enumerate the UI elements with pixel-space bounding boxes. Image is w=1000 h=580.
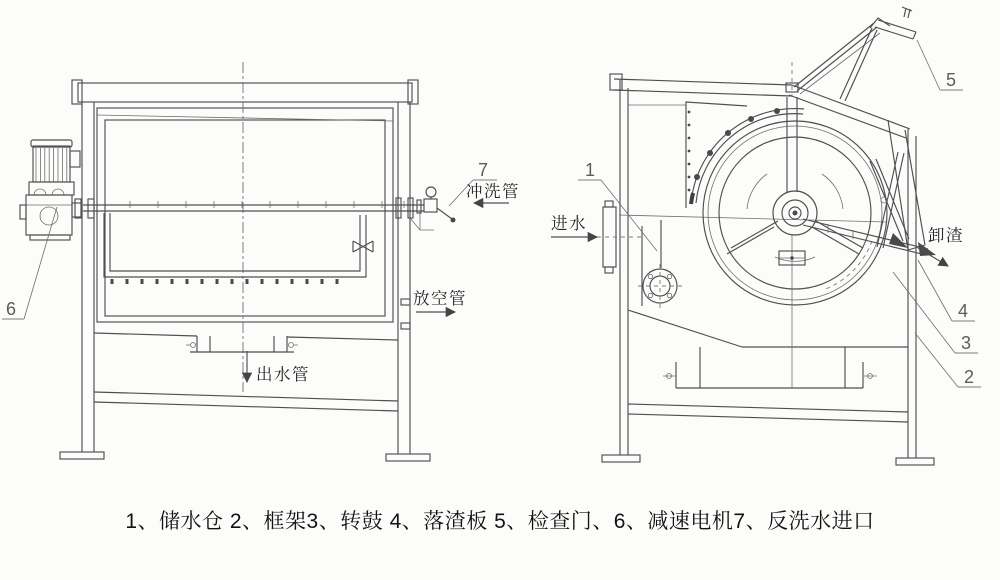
bottom-outlet bbox=[663, 347, 877, 388]
spray-pipe bbox=[75, 198, 434, 230]
number-3-leader bbox=[893, 272, 955, 353]
part-number-3: 3 bbox=[961, 333, 972, 353]
frame bbox=[602, 74, 934, 465]
number-5-leader bbox=[917, 40, 940, 90]
front-view bbox=[2, 62, 520, 461]
internal-pipe bbox=[104, 213, 373, 284]
flush-pipe-label: 冲洗管 bbox=[466, 183, 520, 201]
part-number-4: 4 bbox=[958, 301, 969, 321]
gear-motor bbox=[20, 140, 82, 240]
drum-body bbox=[97, 108, 393, 322]
drain-flange bbox=[638, 264, 682, 308]
part-number-1: 1 bbox=[585, 160, 596, 180]
side-view bbox=[551, 7, 981, 465]
slag-discharge-arrow bbox=[918, 248, 948, 266]
axis-line bbox=[619, 215, 886, 222]
part-number-2: 2 bbox=[964, 367, 975, 387]
slag-discharge-label: 卸渣 bbox=[928, 227, 964, 245]
parts-list-caption: 1、储水仓 2、框架3、转鼓 4、落渣板 5、检查门、6、减速电机7、反洗水进口 bbox=[125, 510, 875, 533]
drum-wheel bbox=[703, 121, 887, 305]
water-inlet-label: 进水 bbox=[551, 215, 587, 233]
vent-pipe-label: 放空管 bbox=[413, 290, 467, 308]
part-number-6: 6 bbox=[6, 299, 17, 319]
number-6-leader bbox=[24, 207, 57, 319]
outlet-pipe-label: 出水管 bbox=[256, 366, 310, 384]
front-annotations bbox=[2, 160, 520, 384]
inspection-door-truss bbox=[786, 7, 916, 101]
number-2-leader bbox=[915, 333, 958, 387]
part-number-7: 7 bbox=[478, 160, 489, 180]
part-number-5: 5 bbox=[946, 70, 957, 90]
back-panel bbox=[686, 102, 747, 208]
bottom-outlet bbox=[186, 336, 298, 352]
